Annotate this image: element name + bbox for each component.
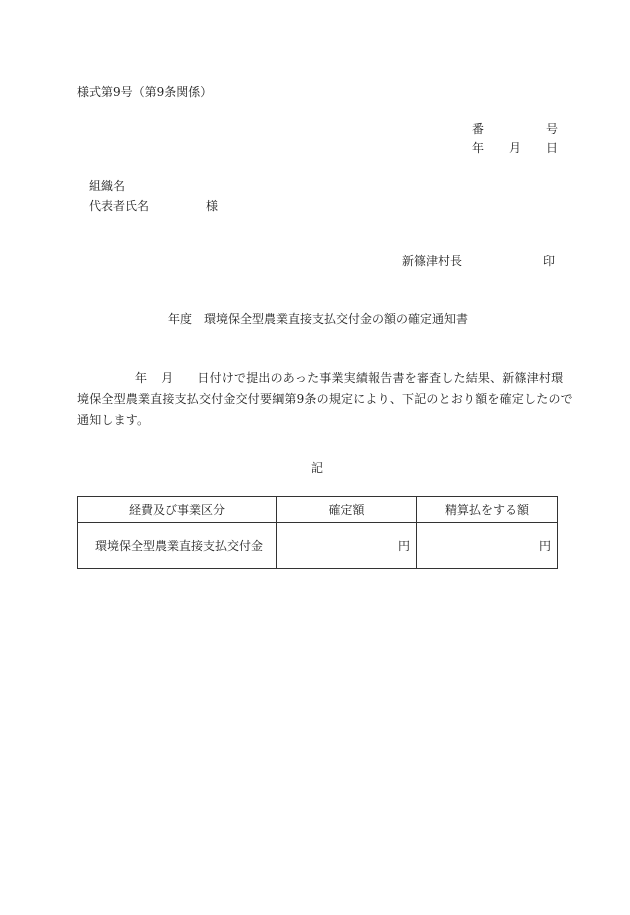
confirmed-amount-cell: 円 [277, 523, 417, 569]
date-year-label: 年 [472, 141, 485, 155]
body-month-label: 月 [161, 371, 174, 385]
seal-mark: 印 [543, 254, 556, 268]
representative-label: 代表者氏名 [89, 199, 150, 213]
body-line-3: 通知します。 [77, 413, 150, 427]
category-cell: 環境保全型農業直接支払交付金 [78, 523, 277, 569]
document-title [168, 313, 468, 325]
issuer-title: 新篠津村長 [402, 254, 463, 268]
date-day-label: 日 [545, 141, 558, 155]
notice-body [77, 368, 573, 431]
form-number-label: 様式第9号（第9条関係） [77, 85, 213, 99]
document-title-main: 環境保全型農業直接支払交付金の額の確定通知書 [204, 312, 469, 326]
number-prefix: 番 [472, 122, 485, 136]
table-header-row [78, 497, 558, 523]
body-line-2: 境保全型農業直接支払交付金交付要綱第9条の規定により、下記のとおり額を確定したので [77, 392, 573, 406]
fiscal-year-label: 年度 [168, 312, 193, 326]
number-suffix: 号 [545, 122, 558, 136]
ki-heading: 記 [311, 461, 324, 475]
date-month-label: 月 [509, 141, 522, 155]
body-line-1-text: 日付けで提出のあった事業実績報告書を審査した結果、新篠津村環 [197, 371, 564, 385]
organization-label: 組織名 [89, 179, 126, 193]
body-year-label: 年 [135, 371, 148, 385]
header-category: 経費及び事業区分 [78, 497, 277, 523]
header-settlement-amount: 精算払をする額 [417, 497, 558, 523]
body-line-1 [77, 368, 564, 389]
settlement-amount-cell: 円 [417, 523, 558, 569]
header-confirmed-amount: 確定額 [277, 497, 417, 523]
amount-table [77, 496, 558, 569]
table-row [78, 523, 558, 569]
honorific: 様 [206, 199, 219, 213]
